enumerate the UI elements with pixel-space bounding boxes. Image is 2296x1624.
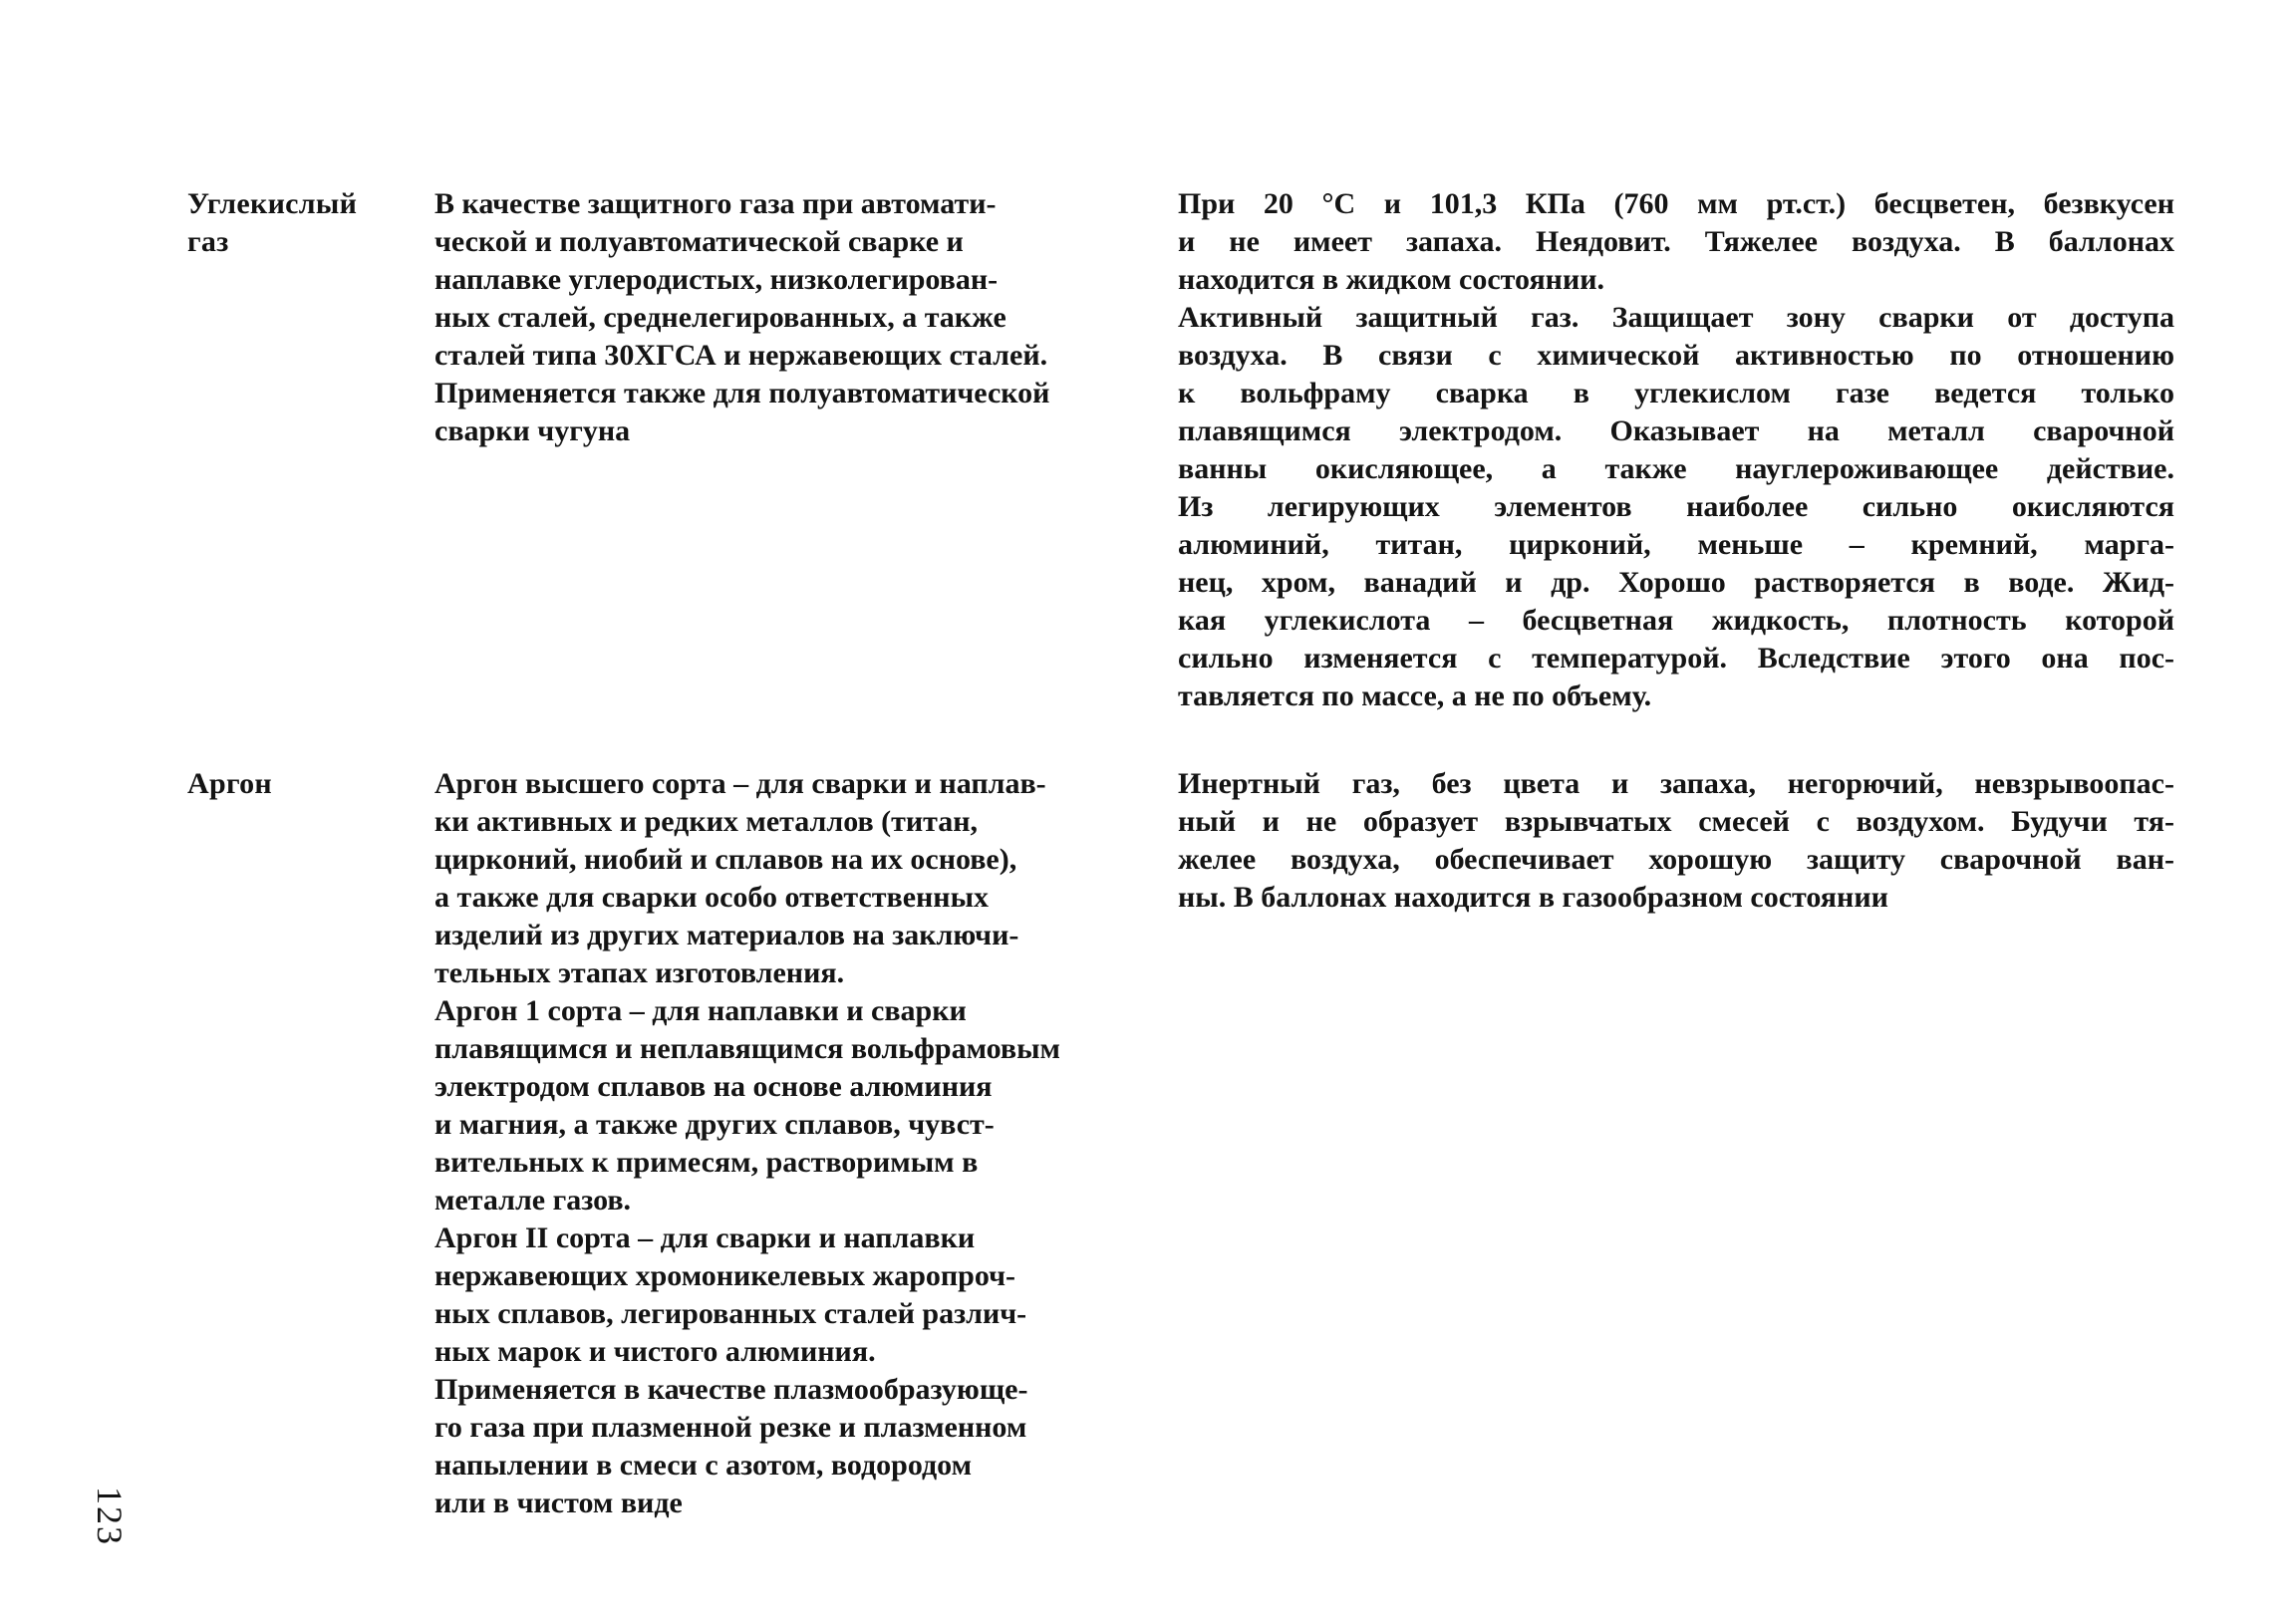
application-line: вительных к примесям, растворимым в: [434, 1146, 979, 1179]
application-line: ки активных и редких металлов (титан,: [434, 805, 979, 838]
properties-cell: [1178, 185, 2174, 715]
properties-line: Из легирующих элементов наиболее сильно окисляются: [1178, 490, 2174, 523]
gas-name-line: Аргон: [187, 767, 273, 800]
application-line: металле газов.: [434, 1184, 632, 1217]
properties-line: кая углекислота – бесцветная жидкость, плотность которой: [1178, 604, 2174, 637]
properties-line: алюминий, титан, цирконий, меньше – кремний, марга-: [1178, 528, 2174, 561]
properties-line: ный и не образует взрывчатых смесей с воздухом. Будучи тя-: [1178, 805, 2174, 838]
properties-cell: [1178, 765, 2174, 917]
properties-line: воздуха. В связи с химической активностью по отношению: [1178, 339, 2174, 372]
properties-line: находится в жидком состоянии.: [1178, 263, 1605, 296]
properties-line: При 20 °С и 101,3 КПа (760 мм рт.ст.) бесцветен, безвкусен: [1178, 187, 2174, 220]
application-line: а также для сварки особо ответственных: [434, 881, 990, 914]
application-line: или в чистом виде: [434, 1487, 683, 1519]
gas-name-line: Углекислый: [187, 187, 358, 220]
application-line: Аргон 1 сорта – для наплавки и сварки: [434, 994, 967, 1027]
gas-name-cell: [187, 185, 407, 261]
application-cell: [434, 765, 1152, 1522]
page-number: 123: [90, 1487, 130, 1546]
properties-line: к вольфраму сварка в углекислом газе ведется только: [1178, 377, 2174, 409]
properties-line: Активный защитный газ. Защищает зону сварки от доступа: [1178, 301, 2174, 334]
application-line: го газа при плазменной резке и плазменном: [434, 1411, 1027, 1444]
application-line: Аргон II сорта – для сварки и наплавки: [434, 1221, 976, 1254]
application-line: напылении в смеси с азотом, водородом: [434, 1449, 973, 1482]
properties-line: ны. В баллонах находится в газообразном состоянии: [1178, 881, 1888, 914]
properties-line: и не имеет запаха. Неядовит. Тяжелее воздуха. В баллонах: [1178, 225, 2174, 258]
application-line: изделий из других материалов на заключи-: [434, 919, 1019, 951]
application-cell: [434, 185, 1152, 450]
properties-line: сильно изменяется с температурой. Вследствие этого она пос-: [1178, 642, 2174, 675]
application-line: тельных этапах изготовления.: [434, 956, 845, 989]
application-line: ных марок и чистого алюминия.: [434, 1335, 876, 1368]
application-line: Применяется в качестве плазмообразующе-: [434, 1373, 1028, 1406]
application-line: ческой и полуавтоматической сварке и: [434, 225, 964, 258]
application-line: и магния, а также других сплавов, чувст-: [434, 1108, 995, 1141]
application-line: цирконий, ниобий и сплавов на их основе),: [434, 843, 1017, 876]
application-line: плавящимся и неплавящимся вольфрамовым: [434, 1032, 1060, 1065]
properties-line: тавляется по массе, а не по объему.: [1178, 679, 1652, 712]
application-line: Применяется также для полуавтоматической: [434, 377, 1050, 409]
properties-line: ванны окисляющее, а также науглероживающее действие.: [1178, 452, 2174, 485]
application-line: ных сплавов, легированных сталей различ-: [434, 1297, 1027, 1330]
properties-line: плавящимся электродом. Оказывает на металл сварочной: [1178, 414, 2174, 447]
application-line: электродом сплавов на основе алюминия: [434, 1070, 993, 1103]
application-line: сварки чугуна: [434, 414, 631, 447]
application-line: нержавеющих хромоникелевых жаропроч-: [434, 1259, 1015, 1292]
gas-name-cell: [187, 765, 407, 803]
application-line: сталей типа 30ХГСА и нержавеющих сталей.: [434, 339, 1048, 372]
application-line: В качестве защитного газа при автомати-: [434, 187, 997, 220]
gas-name-line: газ: [187, 225, 229, 258]
application-line: Аргон высшего сорта – для сварки и наплав-: [434, 767, 1046, 800]
properties-line: желее воздуха, обеспечивает хорошую защиту сварочной ван-: [1178, 843, 2174, 876]
properties-line: нец, хром, ванадий и др. Хорошо растворяется в воде. Жид-: [1178, 566, 2174, 599]
properties-line: Инертный газ, без цвета и запаха, негорючий, невзрывоопас-: [1178, 767, 2174, 800]
application-line: наплавке углеродистых, низколегирован-: [434, 263, 999, 296]
application-line: ных сталей, среднелегированных, а также: [434, 301, 1006, 334]
